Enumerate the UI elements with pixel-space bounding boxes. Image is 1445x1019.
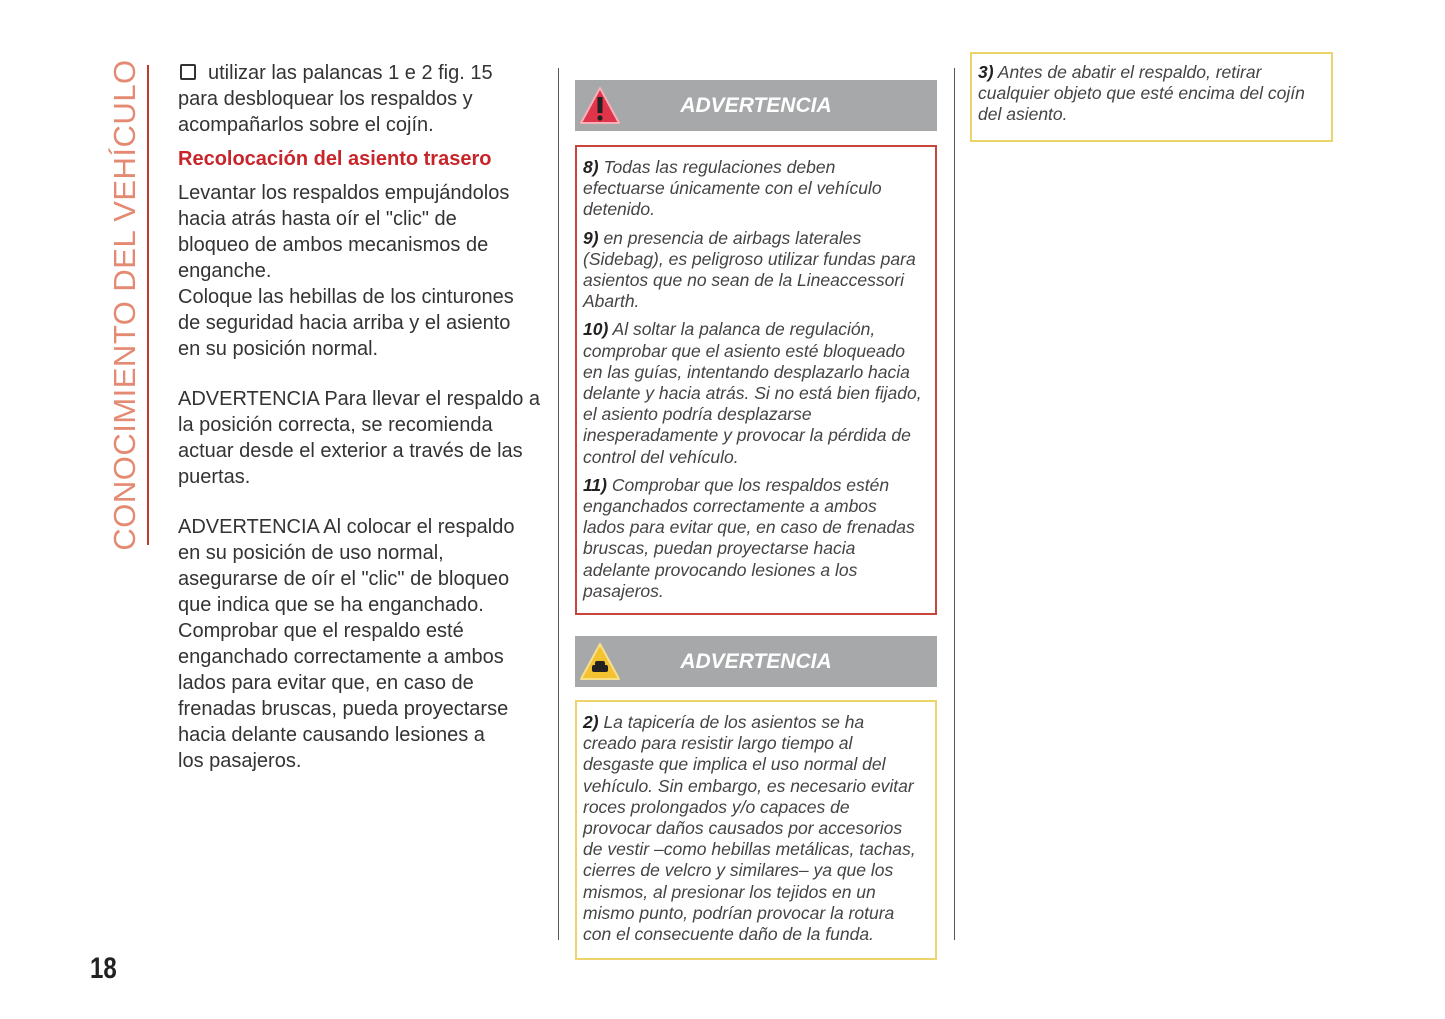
checkbox-icon xyxy=(180,64,196,80)
section-divider xyxy=(147,65,149,545)
paragraph: Levantar los respaldos empujándolos hacia atrás hasta oír el "clic" de bloqueo de ambos mecanismos de enganche. Coloque las hebillas de los cinturones de seguridad hacia arriba y el asiento en su posición normal. xyxy=(178,182,514,360)
warning-box xyxy=(575,145,937,615)
column-divider xyxy=(558,68,559,940)
paragraph: ADVERTENCIA Para llevar el respaldo a la posición correcta, se recomienda actuar desde el exterior a través de las puertas. xyxy=(178,388,541,488)
warning-item: 9) en presencia de airbags laterales (Sidebag), es peligroso utilizar fundas para asientos que no sean de la Lineaccessori Abarth. xyxy=(583,227,916,312)
warning-title: ADVERTENCIA xyxy=(680,94,832,117)
bullet-paragraph: utilizar las palancas 1 e 2 fig. 15 para desbloquear los respaldos y acompañarlos sobre el cojín. xyxy=(178,62,493,136)
column-divider xyxy=(954,68,955,940)
warning-title: ADVERTENCIA xyxy=(680,650,832,673)
warning-header xyxy=(575,636,937,687)
caution-box xyxy=(575,700,937,960)
section-heading: Recolocación del asiento trasero xyxy=(178,148,492,170)
warning-item: 8) Todas las regulaciones deben efectuarse únicamente con el vehículo detenido. xyxy=(583,157,882,220)
note-box xyxy=(970,52,1333,142)
warning-item: 11) Comprobar que los respaldos estén enganchados correctamente a ambos lados para evitar que, en caso de frenadas bruscas, puedan proyectarse hacia adelante provocando lesiones a los pasajeros. xyxy=(583,474,915,601)
paragraph: ADVERTENCIA Al colocar el respaldo en su posición de uso normal, asegurarse de oír el "clic" de bloqueo que indica que se ha enganchado. Comprobar que el respaldo esté enganchado correctamente a ambos lados para evitar que, en caso de frenadas bruscas, pueda proyectarse hacia delante causando lesiones a los pasajeros. xyxy=(178,516,515,772)
page-number: 18 xyxy=(90,952,117,985)
main-column xyxy=(178,60,548,774)
warning-item: 10) Al soltar la palanca de regulación, comprobar que el asiento esté bloqueado en las guías, intentando desplazarlo hacia delante y hacia atrás. Si no está bien fijado, el asiento podría desplazarse inesperadamente y provocar la pérdida de control del vehículo. xyxy=(583,319,922,467)
section-title: CONOCIMIENTO DEL VEHÍCULO xyxy=(107,59,142,551)
note-item: 3) Antes de abatir el respaldo, retirar cualquier objeto que esté encima del cojín del asiento. xyxy=(978,62,1305,125)
warning-item: 2) La tapicería de los asientos se ha creado para resistir largo tiempo al desgaste que implica el uso normal del vehículo. Sin embargo, es necesario evitar roces prolongados y/o capaces de provocar daños causados por accesorios de vestir –como hebillas metálicas, tachas, cierres de velcro y similares– ya que los mismos, al presionar los tejidos en un mismo punto, podrían provocar la rotura con el consecuente daño de la funda. xyxy=(583,712,916,945)
warning-header xyxy=(575,80,937,131)
